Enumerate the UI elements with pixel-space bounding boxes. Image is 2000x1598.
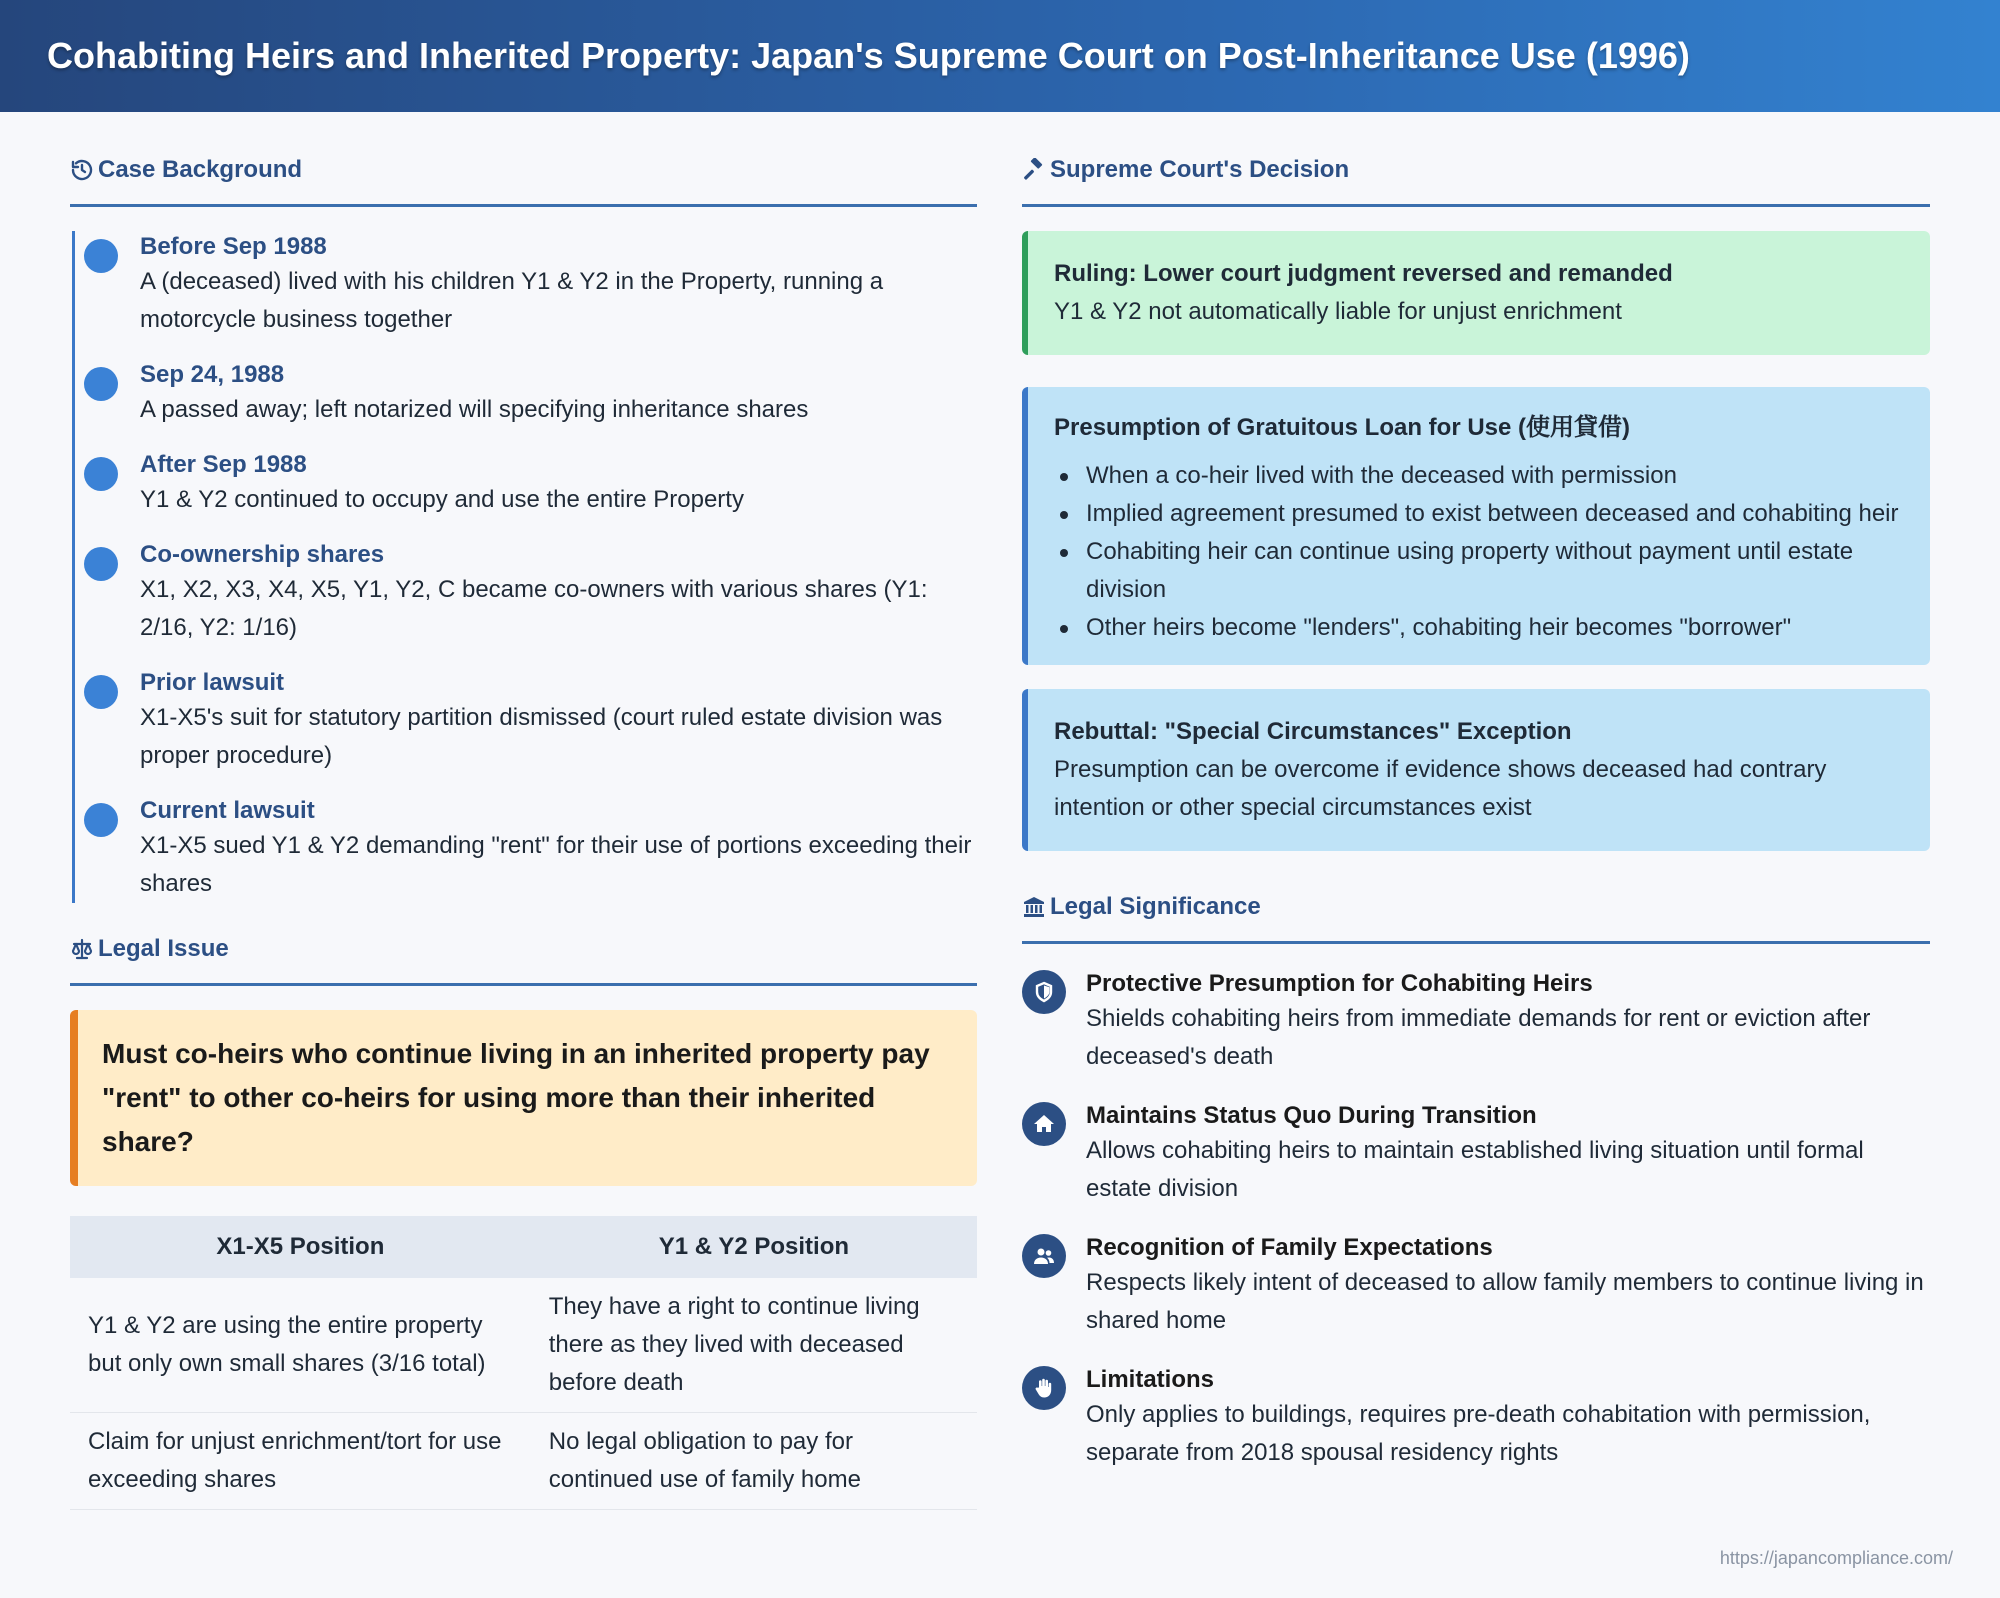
timeline-item	[70, 449, 977, 519]
list-item: Cohabiting heir can continue using property without payment until estate division	[1054, 533, 1904, 609]
timeline-desc: A (deceased) lived with his children Y1 & Y2 in the Property, running a motorcycle business together	[140, 268, 884, 333]
timeline-desc: X1-X5 sued Y1 & Y2 demanding "rent" for their use of portions exceeding their shares	[140, 832, 972, 897]
decision-title: Supreme Court's Decision	[1050, 156, 1350, 183]
timeline-desc: X1, X2, X3, X4, X5, Y1, Y2, C became co-owners with various shares (Y1: 2/16, Y2: 1/16)	[140, 576, 928, 641]
timeline-dot	[84, 457, 118, 491]
timeline-item	[70, 359, 977, 429]
scale-icon	[70, 937, 94, 961]
timeline-date: Sep 24, 1988	[140, 361, 285, 388]
timeline-dot	[84, 803, 118, 837]
hand-icon	[1022, 1366, 1066, 1410]
timeline-date: Prior lawsuit	[140, 669, 285, 696]
presumption-title: Presumption of Gratuitous Loan for Use (使用貸借)	[1054, 414, 1631, 441]
rebuttal-box	[1022, 689, 1930, 851]
list-item: When a co-heir lived with the deceased with permission	[1054, 457, 1904, 495]
issue-question-box: Must co-heirs who continue living in an inherited property pay "rent" to other co-heirs for using more than their inherited share?	[70, 1010, 977, 1186]
list-item: Implied agreement presumed to exist between deceased and cohabiting heir	[1054, 495, 1904, 533]
table-header-y: Y1 & Y2 Position	[531, 1216, 977, 1278]
shield-icon	[1022, 970, 1066, 1014]
timeline-dot	[84, 367, 118, 401]
timeline-dot	[84, 239, 118, 273]
table-cell: Claim for unjust enrichment/tort for use exceeding shares	[70, 1413, 531, 1510]
home-icon	[1022, 1102, 1066, 1146]
significance-item-desc: Allows cohabiting heirs to maintain established living situation until formal estate division	[1086, 1137, 1864, 1202]
timeline-desc: Y1 & Y2 continued to occupy and use the entire Property	[140, 486, 744, 513]
significance-item	[1022, 1364, 1930, 1472]
timeline-desc: A passed away; left notarized will specifying inheritance shares	[140, 396, 809, 423]
significance-item-title: Maintains Status Quo During Transition	[1086, 1102, 1537, 1129]
timeline-item	[70, 539, 977, 647]
case-background-title: Case Background	[98, 156, 303, 183]
timeline-date: Before Sep 1988	[140, 233, 327, 260]
timeline	[70, 231, 977, 903]
significance-item	[1022, 1100, 1930, 1208]
timeline-item	[70, 795, 977, 903]
significance-title: Legal Significance	[1050, 893, 1261, 920]
timeline-date: After Sep 1988	[140, 451, 307, 478]
table-header-row	[70, 1216, 977, 1278]
presumption-box	[1022, 387, 1930, 665]
rebuttal-desc: Presumption can be overcome if evidence shows deceased had contrary intention or other special circumstances exist	[1054, 756, 1827, 821]
ruling-box	[1022, 231, 1930, 355]
significance-item-desc: Respects likely intent of deceased to allow family members to continue living in shared home	[1086, 1269, 1924, 1334]
left-column	[70, 150, 977, 1510]
page-title: Cohabiting Heirs and Inherited Property: Japan's Supreme Court on Post-Inheritance Use (1996)	[47, 35, 1690, 76]
users-icon	[1022, 1234, 1066, 1278]
landmark-icon	[1022, 895, 1046, 919]
case-background-heading	[70, 150, 977, 207]
table-cell: They have a right to continue living there as they lived with deceased before death	[531, 1278, 977, 1413]
table-cell: Y1 & Y2 are using the entire property but only own small shares (3/16 total)	[70, 1278, 531, 1413]
significance-item-title: Recognition of Family Expectations	[1086, 1234, 1493, 1261]
significance-item	[1022, 1232, 1930, 1340]
timeline-date: Co-ownership shares	[140, 541, 385, 568]
right-column	[1022, 150, 1930, 1472]
significance-item-desc: Only applies to buildings, requires pre-death cohabitation with permission, separate from 2018 spousal residency rights	[1086, 1401, 1871, 1466]
significance-item-title: Protective Presumption for Cohabiting Heirs	[1086, 970, 1593, 997]
legal-issue-title: Legal Issue	[98, 935, 229, 962]
significance-item-title: Limitations	[1086, 1366, 1215, 1393]
table-header-x: X1-X5 Position	[70, 1216, 531, 1278]
significance-item-desc: Shields cohabiting heirs from immediate demands for rent or eviction after deceased's death	[1086, 1005, 1871, 1070]
significance-item	[1022, 968, 1930, 1076]
positions-table	[70, 1216, 977, 1510]
timeline-desc: X1-X5's suit for statutory partition dismissed (court ruled estate division was proper procedure)	[140, 704, 943, 769]
table-cell: No legal obligation to pay for continued use of family home	[531, 1413, 977, 1510]
footer-url[interactable]: https://japancompliance.com/	[1719, 1548, 1953, 1568]
table-row	[70, 1413, 977, 1510]
history-icon	[70, 158, 94, 182]
rebuttal-title: Rebuttal: "Special Circumstances" Exception	[1054, 718, 1572, 745]
timeline-dot	[84, 547, 118, 581]
timeline-item	[70, 667, 977, 775]
significance-heading	[1022, 887, 1930, 944]
ruling-title: Ruling: Lower court judgment reversed and remanded	[1054, 260, 1673, 287]
timeline-dot	[84, 675, 118, 709]
timeline-item	[70, 231, 977, 339]
decision-heading	[1022, 150, 1930, 207]
legal-issue-heading	[70, 929, 977, 986]
timeline-date: Current lawsuit	[140, 797, 315, 824]
ruling-desc: Y1 & Y2 not automatically liable for unjust enrichment	[1054, 298, 1622, 325]
list-item: Other heirs become "lenders", cohabiting heir becomes "borrower"	[1054, 609, 1904, 647]
gavel-icon	[1022, 158, 1046, 182]
table-row	[70, 1278, 977, 1413]
presumption-list	[1054, 457, 1904, 647]
page-header	[0, 0, 2000, 112]
